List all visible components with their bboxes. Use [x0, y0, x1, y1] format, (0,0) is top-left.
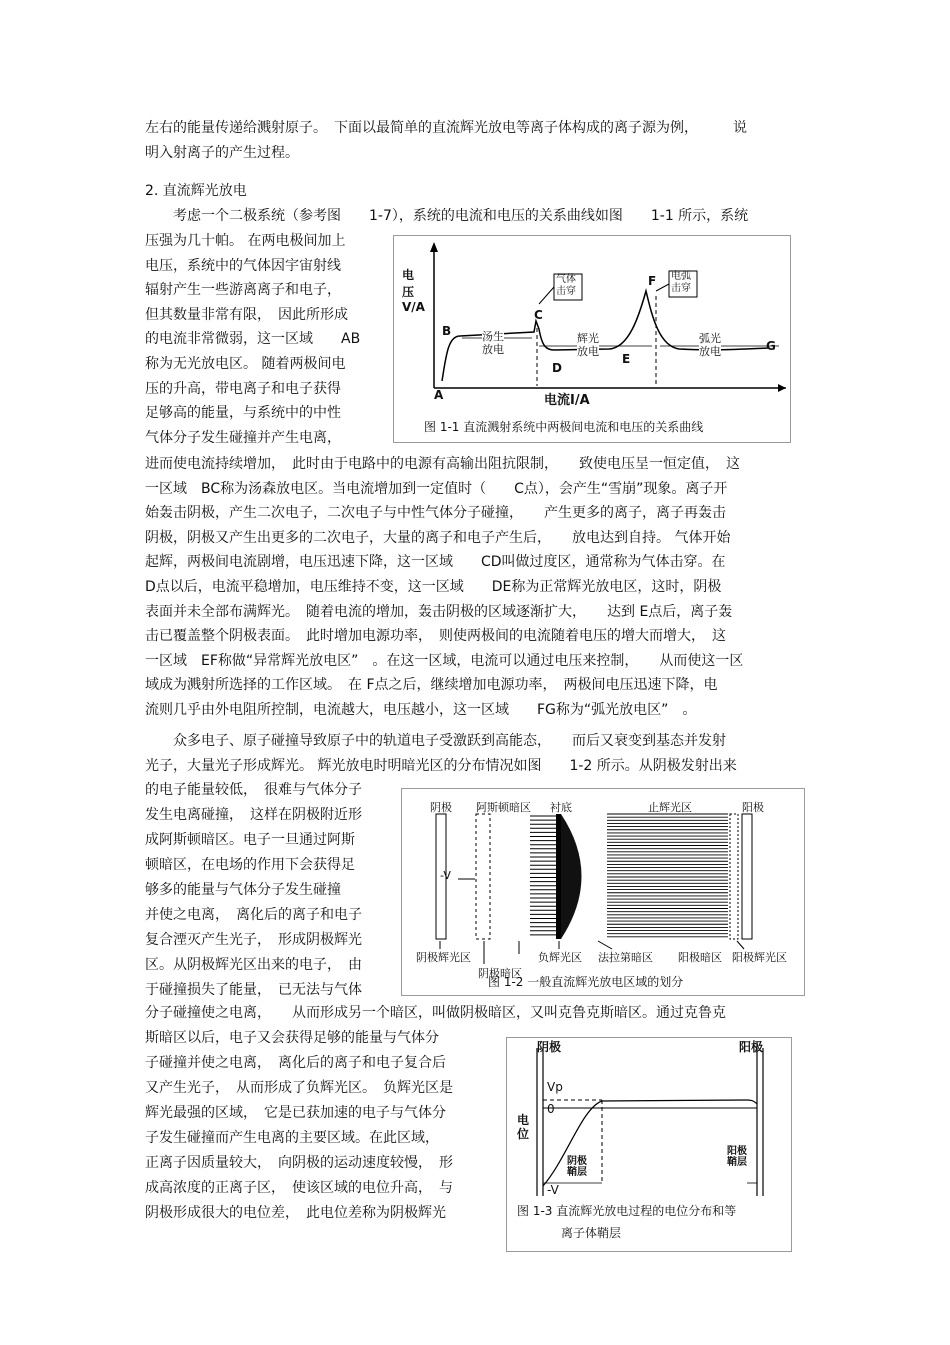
text-line: 气体分子发生碰撞并产生电离， [145, 429, 341, 446]
text-line: 区。从阴极辉光区出来的电子， 由 [145, 957, 362, 973]
fig2-voltage: -V [440, 869, 451, 882]
fig1-point-A: A [434, 388, 444, 402]
potential-distribution-chart [507, 1038, 791, 1198]
figure-1-1 [393, 235, 791, 443]
fig3-caption-line1: 图 1-3 直流辉光放电过程的电位分布和等 [517, 1204, 737, 1218]
figure-1-3 [506, 1037, 792, 1252]
fig1-region-arc: 弧光 放电 [699, 332, 721, 358]
fig2-label-cathode-dark: 阴极暗区 [478, 967, 522, 980]
fig1-xlabel: 电流I/A [544, 393, 590, 408]
fig2-label-cathode: 阴极 [430, 801, 452, 814]
text-line: 子碰撞并使之电离， 离化后的离子和电子复合后 [145, 1055, 446, 1071]
text-line: 正离子因质量较大， 向阴极的运动速度较慢， 形 [145, 1155, 453, 1171]
text-line: 阴极，阴极又产生出更多的二次电子，大量的离子和电子产生后， 放电达到自持。 气体开始 [145, 529, 731, 546]
fig3-ylabel: 电 位 [517, 1113, 530, 1141]
fig2-label-anode-glow: 阳极辉光区 [732, 951, 787, 964]
text-line: 一区域 BC称为汤森放电区。当电流增加到一定值时（ C点），会产生“雪崩”现象。离子开 [145, 480, 728, 497]
text-line: D点以后，电流平稳增加，电压维持不变，这一区域 DE称为正常辉光放电区，这时，阴极 [145, 579, 722, 595]
fig2-label-anode-dark: 阳极暗区 [678, 951, 722, 964]
text-line: 子发生碰撞而产生电离的主要区域。在此区域， [145, 1130, 439, 1146]
text-line: 成高浓度的正离子区， 使该区域的电位升高， 与 [145, 1180, 453, 1196]
fig2-label-cathode-glow: 阴极辉光区 [416, 951, 471, 964]
text-line: 成阿斯顿暗区。电子一旦通过阿斯 [145, 832, 355, 848]
fig2-label-positive: 止辉光区 [648, 801, 692, 814]
fig1-box-gas: 气体 击穿 [556, 274, 576, 297]
fig2-label-anode: 阳极 [742, 801, 764, 814]
text-line: 称为无光放电区。 随着两极间电 [145, 356, 346, 372]
text-line: 2. 直流辉光放电 [145, 183, 247, 199]
positive-column-lines [607, 814, 728, 937]
fig1-box-arc: 电弧 击穿 [671, 271, 691, 294]
text-line: 辐射产生一些游离离子和电子， [145, 282, 341, 299]
fig1-region-glow: 辉光 放电 [577, 332, 599, 358]
text-line: 分子碰撞使之电离， 从而形成另一个暗区，叫做阴极暗区，又叫克鲁克斯暗区。通过克鲁克 [145, 1005, 726, 1021]
text-line: 又产生光子， 从而形成了负辉光区。 负辉光区是 [145, 1080, 453, 1096]
text-line: 于碰撞损失了能量， 已无法与气体 [145, 982, 362, 998]
text-line: 够多的能量与气体分子发生碰撞 [145, 882, 341, 898]
fig3-cathode-sheath: 阴极 鞘层 [567, 1156, 587, 1178]
fig2-label-aston: 阿斯顿暗区 [476, 801, 531, 814]
text-line: 域成为溅射所选择的工作区域。 在 F点之后，继续增加电源功率， 两极间电压迅速下降，电 [145, 677, 718, 694]
text-line: 发生电离碰撞， 这样在阴极附近形 [145, 807, 362, 823]
fig2-label-substrate: 衬底 [550, 801, 572, 814]
text-line: 阴极形成很大的电位差， 此电位差称为阴极辉光 [145, 1205, 446, 1221]
fig3-cathode: 阴极 [537, 1040, 562, 1054]
fig3-anode-sheath: 阳极 鞘层 [727, 1146, 747, 1168]
fig1-ylabel: 电压 V/A [402, 268, 425, 314]
text-line: 的电子能量较低， 很难与气体分子 [145, 782, 362, 798]
text-line: 电压，系统中的气体因宇宙射线 [145, 257, 341, 274]
text-line: 足够高的能量，与系统中的中性 [145, 405, 341, 422]
negative-glow-lines [530, 816, 556, 935]
fig1-caption: 图 1-1 直流溅射系统中两极间电流和电压的关系曲线 [424, 420, 704, 434]
fig3-anode: 阳极 [739, 1040, 764, 1054]
fig1-region-townsend: 汤生 放电 [482, 330, 504, 356]
fig2-label-negative-glow: 负辉光区 [538, 951, 582, 964]
fig3-vp: Vp [547, 1080, 563, 1094]
fig2-caption: 图 1-2 一般直流辉光放电区域的划分 [488, 975, 684, 989]
fig2-label-faraday: 法拉第暗区 [598, 951, 653, 964]
fig1-point-B: B [442, 324, 452, 338]
fig1-point-G: G [766, 339, 776, 353]
text-line: 光子，大量光子形成辉光。 辉光放电时明暗光区的分布情况如图 1-2 所示。从阴极发射出来 [145, 758, 737, 774]
fig3-neg-v: -V [547, 1183, 559, 1197]
text-line: 表面并未全部布满辉光。 随着电流的增加，轰击阴极的区域逐渐扩大， 达到 E点后，离子轰 [145, 603, 733, 620]
text-line: 的电流非常微弱，这一区域 AB [145, 331, 361, 348]
text-line: 斯暗区以后，电子又会获得足够的能量与气体分 [145, 1030, 439, 1046]
figure-1-2 [401, 788, 805, 996]
fig3-zero: 0 [547, 1102, 555, 1116]
text-line: 明入射离子的产生过程。 [145, 145, 299, 161]
text-line: 一区域 EF称做“异常辉光放电区” 。在这一区域，电流可以通过电压来控制， 从而使这一区 [145, 652, 744, 669]
text-line: 左右的能量传递给溅射原子。 下面以最简单的直流辉光放电等离子体构成的离子源为例， 说 [145, 120, 747, 136]
fig1-point-F: F [648, 274, 657, 288]
text-line: 众多电子、原子碰撞导致原子中的轨道电子受激跃到高能态， 而后又衰变到基态并发射 [145, 733, 726, 749]
text-line: 考虑一个二极系统（参考图 1-7），系统的电流和电压的关系曲线如图 1-1 所示，系统 [145, 208, 749, 224]
text-line: 压强为几十帕。 在两电极间加上 [145, 233, 346, 249]
text-line: 顿暗区，在电场的作用下会获得足 [145, 857, 355, 873]
text-line: 始轰击阴极，产生二次电子，二次电子与中性气体分子碰撞， 产生更多的离子，离子再轰击 [145, 505, 726, 522]
text-line: 击已覆盖整个阴极表面。 此时增加电源功率， 则使两极间的电流随着电压的增大而增大， 这 [145, 628, 726, 645]
text-line: 进而使电流持续增加， 此时由于电路中的电源有高输出阻抗限制， 致使电压呈一恒定值， 这 [145, 456, 740, 472]
text-line: 流则几乎由外电阻所控制，电流越大，电压越小，这一区域 FG称为“弧光放电区” 。 [145, 702, 697, 718]
text-line: 但其数量非常有限， 因此所形成 [145, 306, 348, 323]
text-line: 并使之电离， 离化后的离子和电子 [145, 907, 362, 923]
fig1-point-C: C [534, 308, 543, 322]
fig1-point-D: D [552, 361, 562, 375]
fig1-point-E: E [622, 352, 631, 366]
text-line: 辉光最强的区域， 它是已获加速的电子与气体分 [145, 1105, 446, 1121]
text-line: 复合湮灭产生光子， 形成阴极辉光 [145, 932, 362, 948]
fig3-caption-line2: 离子体鞘层 [561, 1226, 622, 1240]
text-line: 压的升高，带电离子和电子获得 [145, 380, 341, 397]
text-line: 起辉，两极间电流剧增，电压迅速下降，这一区域 CD叫做过度区，通常称为气体击穿。在 [145, 554, 726, 571]
